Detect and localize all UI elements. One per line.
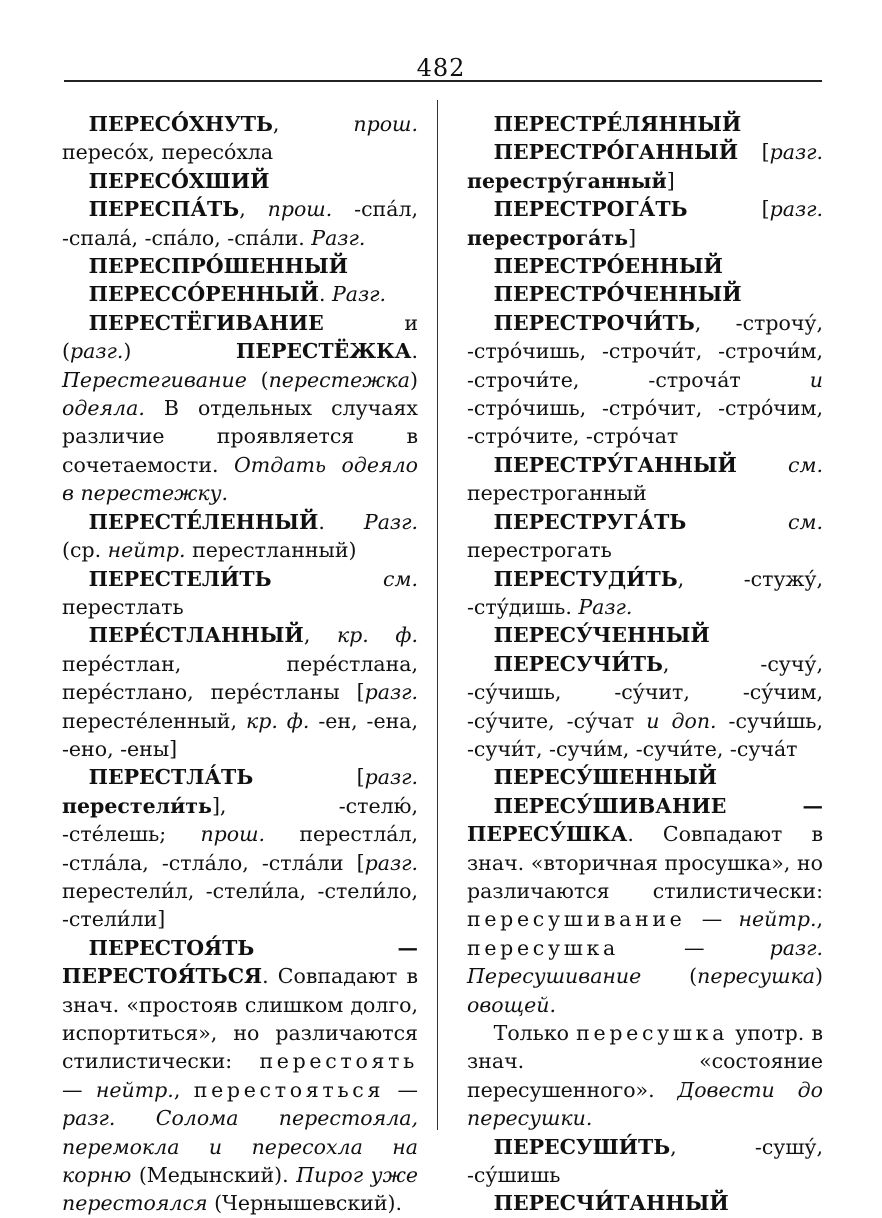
dictionary-entry — [62, 309, 418, 508]
italic-label: Разг. — [311, 225, 366, 250]
entry-text: (Медынский). — [131, 1163, 297, 1188]
italic-label: нейтр. — [95, 1077, 174, 1102]
italic-label: Разг. — [363, 509, 418, 534]
italic-label: овощей. — [467, 992, 556, 1017]
dictionary-entry — [62, 167, 418, 195]
dictionary-entry — [62, 621, 418, 763]
entry-text: пере́стлан, пере́стлана, пере́стлано, пере́стланы [ — [62, 651, 418, 705]
headword: ПЕРЕСТРОГА́ТЬ — [493, 197, 688, 222]
dictionary-entry — [467, 621, 823, 649]
italic-label: прош. — [353, 112, 418, 136]
entry-text: , — [816, 907, 823, 932]
dictionary-entry — [62, 252, 418, 280]
entry-text: — — [384, 1077, 418, 1102]
italic-label: см. — [788, 452, 823, 477]
italic-label: разг. Солома перестояла, перемокла и пересохла на корню — [62, 1106, 418, 1188]
column-divider — [437, 100, 438, 1130]
headword: ПЕРЕСТЕ́ЛЕННЫЙ — [88, 509, 319, 534]
entry-text — [686, 510, 788, 534]
italic-label: Пирог уже перестоялся — [62, 1163, 418, 1216]
italic-label: разг. — [364, 680, 418, 705]
entry-text: ], -стелю́, -сте́лешь; — [62, 793, 418, 847]
entry-text — [272, 567, 383, 591]
headword: ПЕРЕСТРО́ЧЕННЫЙ — [493, 282, 742, 307]
entry-text: пересо́х, пересо́хла — [62, 140, 274, 165]
italic-label: см. — [788, 509, 823, 534]
entry-text: , — [272, 112, 354, 136]
dictionary-entry — [467, 763, 823, 791]
entry-text: . Совпадают в знач. «простояв слишком долго, испортиться», но различаются стилистически: — [62, 964, 418, 1074]
italic-label: Перестегивание — [62, 367, 247, 392]
dictionary-entry — [467, 792, 823, 1019]
headword: ПЕРЕСУЧИ́ТЬ — [493, 651, 663, 676]
entry-text: [ — [687, 197, 770, 222]
dictionary-entry — [62, 508, 418, 565]
entry-text: , — [239, 197, 268, 222]
dictionary-entry — [467, 195, 823, 252]
italic-label: прош. — [267, 197, 333, 222]
entry-text: , -сушу́, -су́шишь — [467, 1134, 823, 1188]
headword: ПЕРЕСТОЯ́ТЬ — ПЕРЕСТОЯ́ТЬСЯ — [62, 935, 418, 989]
entry-text: [ — [253, 765, 365, 790]
entry-text: употр. в знач. «состояние пересушенного». — [467, 1021, 824, 1102]
dictionary-entry — [467, 252, 823, 280]
italic-label: нейтр. — [738, 907, 817, 932]
entry-text: -спа́л, -спала́, -спа́ло, -спа́ли. — [62, 197, 418, 250]
entry-text: [ — [738, 140, 770, 165]
dictionary-entry — [467, 138, 823, 195]
entry-text: Только — [493, 1021, 577, 1045]
entry-text: В отдельных случаях различие проявляется в сочетаемости. — [62, 396, 418, 477]
entry-text: -ен, -ена, -ено, -ены] — [62, 708, 419, 761]
italic-label: и доп. — [646, 708, 717, 733]
entry-text: пересте́ленный, — [62, 708, 246, 733]
headword: ПЕРЕСТЕЛИ́ТЬ — [88, 566, 272, 591]
entry-text: (ср. — [62, 538, 108, 563]
entry-text: — — [62, 1077, 96, 1102]
entry-text: ] — [628, 225, 637, 250]
dictionary-entry — [467, 110, 823, 138]
dictionary-entry — [467, 508, 823, 565]
entry-text: , -строчу́, -стро́чишь, -строчи́т, -строчи́м, -строчи́те, -строча́т — [467, 310, 823, 392]
entry-text: ) — [815, 964, 823, 989]
italic-label: перестежка — [268, 367, 410, 392]
entry-text: , — [303, 623, 337, 648]
italic-label: и — [809, 367, 823, 392]
headword: ПЕРЕ́СТЛАННЫЙ — [88, 623, 304, 648]
headword: ПЕРЕСТРОЧИ́ТЬ — [493, 310, 695, 335]
dictionary-entry — [62, 934, 418, 1218]
italic-label: кр. ф. — [336, 623, 418, 648]
headword: ПЕРЕСО́ХНУТЬ — [88, 112, 273, 136]
entry-text: -сучи́шь, -сучи́т, -сучи́м, -сучи́те, -суча́т — [467, 708, 823, 761]
headword: перестру́ганный — [467, 168, 667, 193]
entry-text: ( — [641, 964, 698, 989]
left-column — [62, 110, 418, 1218]
italic-label: разг. — [364, 850, 418, 875]
headword: ПЕРЕСЧИ́ТАННЫЙ — [493, 1191, 729, 1216]
headword: ПЕРЕСТРО́ЕННЫЙ — [493, 254, 723, 279]
italic-label: нейтр. — [107, 538, 186, 563]
entry-text: ) — [123, 339, 236, 364]
entry-text: — — [618, 935, 770, 960]
headword: ПЕРЕСТРЕ́ЛЯННЫЙ — [493, 112, 742, 136]
italic-label: прош. — [200, 822, 266, 847]
italic-label: разг. — [769, 140, 823, 165]
headword: ПЕРЕСТРУ́ГАННЫЙ — [493, 452, 737, 477]
entry-text: ] — [666, 168, 675, 193]
entry-text: , -стужу́, -сту́дишь. — [467, 566, 823, 619]
italic-label: Разг. — [331, 282, 387, 307]
dictionary-entry — [467, 1019, 823, 1133]
italic-label: разг. — [70, 339, 124, 364]
dictionary-entry — [62, 565, 418, 622]
italic-label: Довести до пересушки. — [467, 1077, 823, 1131]
italic-label: кр. ф. — [245, 708, 310, 733]
spaced-term: пересушка — [467, 935, 619, 960]
italic-label: Отдать одеяло в перестежку. — [62, 452, 418, 506]
entry-text: перестроганный — [467, 481, 647, 506]
headword: ПЕРЕСУ́ЧЕННЫЙ — [493, 623, 710, 648]
headword: ПЕРЕСТЁГИВАНИЕ — [88, 310, 324, 335]
dictionary-entry — [467, 451, 823, 508]
italic-label: пересушка — [697, 964, 815, 989]
right-column — [467, 110, 823, 1218]
dictionary-entry — [62, 763, 418, 933]
dictionary-entry — [467, 565, 823, 622]
entry-text — [737, 453, 788, 477]
spaced-term: пересушка — [576, 1021, 729, 1045]
dictionary-entry — [467, 309, 823, 451]
entry-text: . — [411, 339, 418, 364]
italic-label: разг. — [364, 765, 418, 790]
headword: ПЕРЕССО́РЕННЫЙ — [88, 282, 319, 307]
page-number: 482 — [416, 54, 466, 82]
entry-text: перестрогать — [467, 538, 612, 563]
entry-text: (Чернышевский). — [207, 1191, 403, 1216]
italic-label: разг. — [769, 197, 823, 222]
headword: ПЕРЕСТЛА́ТЬ — [88, 765, 254, 790]
entry-text: перестланный) — [185, 538, 357, 563]
headword: ПЕРЕСУ́ШИВАНИЕ — ПЕРЕСУ́ШКА — [467, 793, 823, 847]
italic-label: Разг. — [578, 594, 633, 619]
entry-text: ) — [410, 367, 418, 392]
spaced-term: пересушивание — [467, 907, 686, 932]
dictionary-entry — [467, 1133, 823, 1190]
header-rule — [64, 80, 822, 82]
headword: ПЕРЕСПРО́ШЕННЫЙ — [88, 254, 348, 279]
italic-label: одеяла. — [62, 396, 145, 421]
entry-text: — — [685, 907, 739, 932]
dictionary-entry — [62, 195, 418, 252]
headword: ПЕРЕСТЁЖКА — [236, 339, 412, 364]
headword: ПЕРЕСТРУГА́ТЬ — [493, 509, 687, 534]
dictionary-entry — [467, 1189, 823, 1217]
entry-text: перестели́л, -стели́ла, -стели́ло, -стели́ли] — [62, 878, 418, 932]
headword: перестрога́ть — [467, 225, 629, 250]
entry-text: , -сучу́, -су́чишь, -су́чит, -су́чим, -су́чите, -су́чат — [467, 651, 823, 733]
entry-text: перестлать — [62, 594, 184, 619]
dictionary-entry — [62, 110, 418, 167]
spaced-term: перестоять — [259, 1049, 418, 1074]
entry-text: , — [173, 1077, 194, 1102]
entry-text: . — [318, 282, 332, 307]
entry-text: -стро́чишь, -стро́чит, -стро́чим, -стро́чите, -стро́чат — [467, 396, 823, 449]
entry-text: ( — [246, 367, 269, 392]
entry-text: и ( — [62, 310, 418, 364]
entry-text: . Совпадают в знач. «вторичная просушка», но различаются стилистически: — [467, 822, 823, 903]
dictionary-entry — [467, 650, 823, 764]
headword: ПЕРЕСТУДИ́ТЬ — [493, 566, 678, 591]
spaced-term: перестояться — [193, 1077, 385, 1102]
headword: ПЕРЕСПА́ТЬ — [88, 197, 240, 222]
dictionary-entry — [62, 280, 418, 308]
headword: ПЕРЕСУШИ́ТЬ — [493, 1134, 671, 1159]
headword: ПЕРЕСТРО́ГАННЫЙ — [493, 140, 739, 165]
italic-label: разг. Пересушивание — [467, 935, 823, 989]
dictionary-entry — [467, 280, 823, 308]
entry-text: . — [318, 509, 364, 534]
headword: ПЕРЕСО́ХШИЙ — [88, 168, 270, 193]
headword: перестели́ть — [62, 793, 212, 818]
italic-label: см. — [383, 566, 418, 591]
headword: ПЕРЕСУ́ШЕННЫЙ — [493, 765, 717, 790]
entry-text: перестла́л, -стла́ла, -стла́ло, -стла́ли [ — [62, 822, 418, 875]
